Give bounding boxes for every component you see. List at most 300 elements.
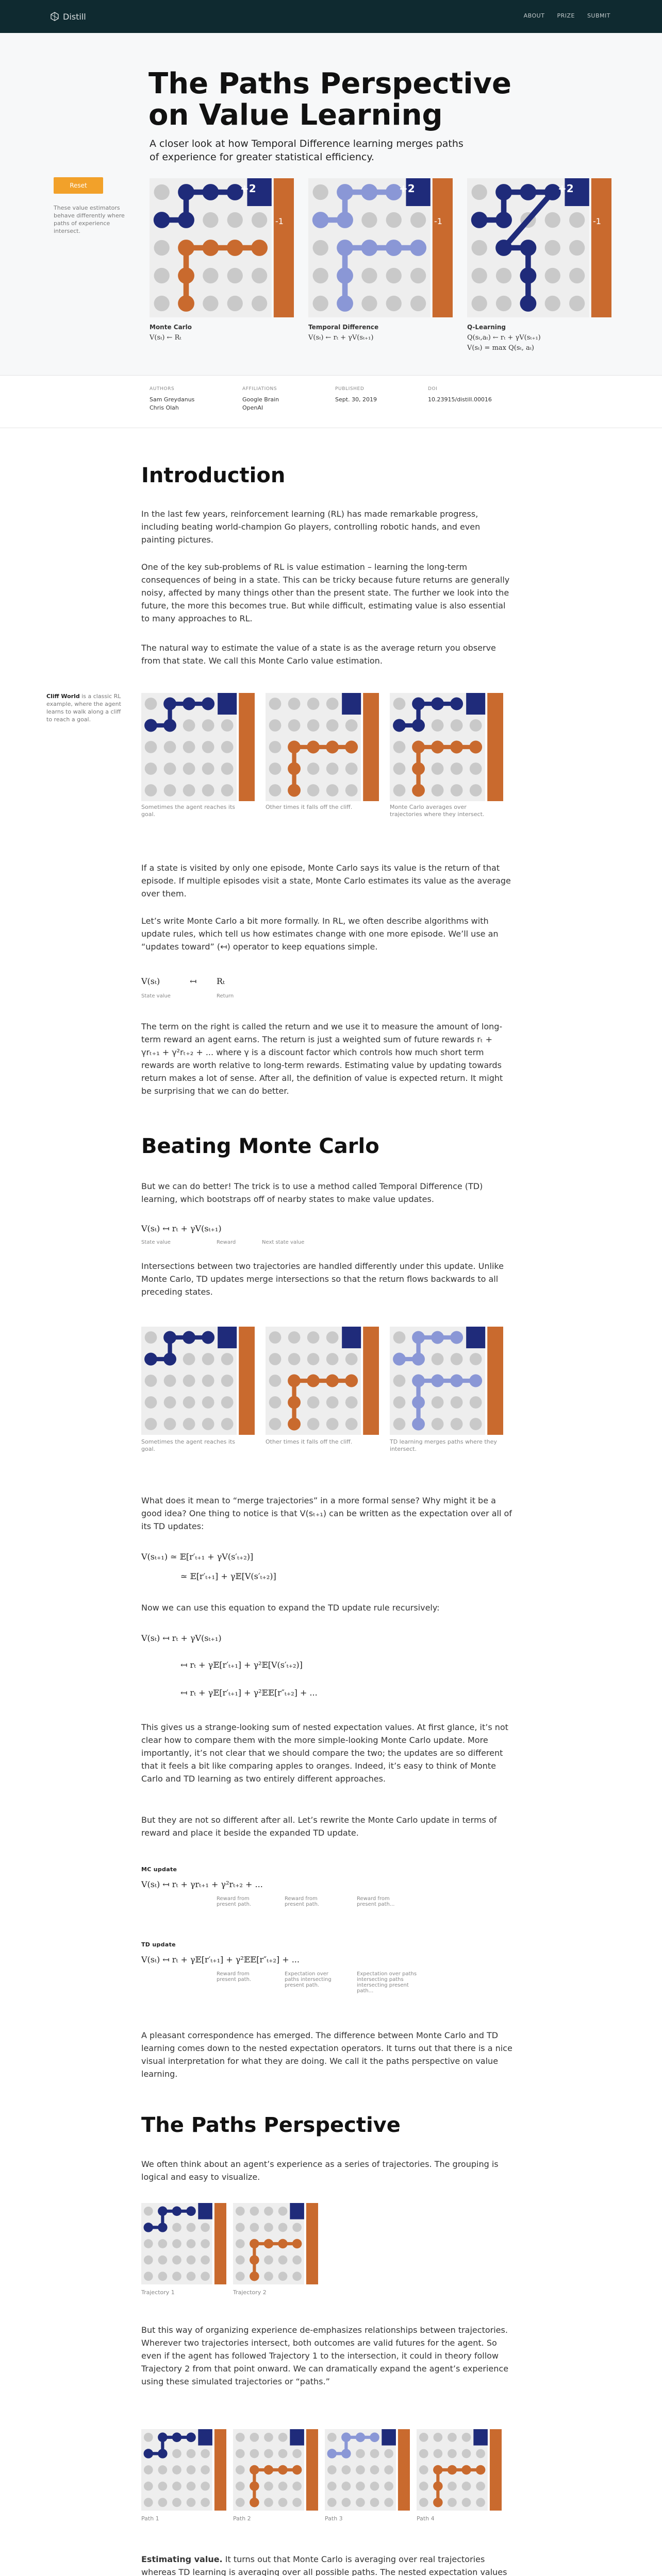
byline-doi (428, 386, 510, 404)
grid-state-dot (451, 784, 463, 796)
trajectory-state (178, 267, 194, 284)
grid-state-dot (370, 2498, 379, 2507)
grid-state-dot (393, 1375, 406, 1387)
grid-state-dot (201, 2498, 210, 2507)
grid-state-dot (145, 698, 157, 710)
grid-state-dot (419, 2498, 428, 2507)
trajectory-state (154, 212, 170, 228)
grid-state-dot (187, 2465, 196, 2475)
trajectory-state (251, 240, 268, 256)
trajectory-state (431, 1331, 444, 1344)
byline (150, 386, 521, 422)
fig2-caption-a: Sometimes the agent reaches its goal. (141, 1438, 235, 1452)
grid-state-dot (187, 2498, 196, 2507)
trajectory-state (250, 2498, 259, 2507)
cliff-column (214, 2429, 226, 2511)
para-paths-1: We often think about an agent’s experience as a series of trajectories. The grouping is logical and easy to visualize. (141, 2159, 499, 2182)
affiliation-2[interactable]: OpenAI (242, 404, 263, 411)
grid-state-dot (470, 1353, 482, 1365)
trajectory-state (292, 2239, 302, 2249)
grid-state-dot (154, 268, 170, 283)
grid-state-dot (269, 762, 282, 775)
fig1-grid-average[interactable] (390, 693, 503, 801)
grid-state-dot (278, 2207, 288, 2216)
fig1-caption-b: Other times it falls off the cliff. (266, 804, 353, 810)
trajectory-state (250, 2239, 259, 2249)
doi-value[interactable]: 10.23915/distill.00016 (428, 396, 492, 403)
cliff-world-title: Cliff World (46, 693, 80, 700)
trajectory-state (250, 2481, 259, 2491)
hero-penalty-td: -1 (434, 216, 442, 226)
trajectory-state (410, 240, 426, 256)
grid-state-dot (384, 2465, 393, 2475)
trajectory-state (202, 184, 219, 200)
grid-state-dot (202, 1396, 214, 1409)
grid-state-dot (327, 2433, 337, 2442)
grid-state-dot (345, 784, 358, 796)
grid-state-dot (221, 1375, 234, 1387)
grid-state-dot (292, 2272, 302, 2281)
grid-state-dot (356, 2449, 365, 2459)
grid-state-dot (419, 2433, 428, 2442)
grid-state-dot (269, 1331, 282, 1344)
cliff-world-note: is a classic RL example, where the agent learns to walk along a cliff to reach a goal. (46, 693, 121, 723)
fig1-caption-a: Sometimes the agent reaches its goal. (141, 804, 235, 818)
fig2-grid-success[interactable] (141, 1327, 255, 1435)
expectation-eq-2: ≃ 𝔼[r′ₜ₊₁] + γ𝔼[V(s′ₜ₊₂)] (180, 1571, 276, 1581)
grid-state-dot (384, 2449, 393, 2459)
grid-state-dot (202, 1353, 214, 1365)
fig4-path-1[interactable] (141, 2429, 226, 2511)
trajectory-state (178, 295, 194, 312)
fig3-caption-b: Trajectory 2 (233, 2289, 267, 2296)
mc-update-label-1: Reward from present path. (217, 1896, 252, 1907)
fig4-caption-a: Path 1 (141, 2515, 159, 2522)
grid-state-dot (236, 2223, 245, 2232)
trajectory-state (412, 1353, 425, 1366)
grid-state-dot (158, 2256, 168, 2265)
fig2-grid-merge[interactable] (390, 1327, 503, 1435)
grid-state-dot (201, 2449, 210, 2459)
hero-grid-td[interactable] (308, 178, 453, 317)
trajectory-state (186, 2207, 196, 2216)
published-date: Sept. 30, 2019 (335, 396, 377, 403)
trajectory-state (178, 240, 194, 256)
trajectory-state (393, 1353, 406, 1366)
trajectory-state (163, 1353, 176, 1366)
goal-cell (290, 2429, 304, 2446)
goal-cell (218, 693, 237, 715)
grid-state-dot (292, 2256, 302, 2265)
grid-state-dot (154, 296, 170, 311)
grid-state-dot (419, 2482, 428, 2491)
grid-state-dot (393, 1331, 406, 1344)
grid-state-dot (269, 1353, 282, 1365)
trajectory-state (431, 1375, 444, 1387)
grid-state-dot (313, 268, 328, 283)
nav-link-prize[interactable]: PRIZE (557, 12, 575, 19)
grid-state-dot (201, 2465, 210, 2475)
grid-state-dot (326, 762, 339, 775)
grid-state-dot (307, 762, 320, 775)
para-intro-6: The term on the right is called the return and we use it to measure the amount of long-term reward an agent earns. The return is just a weighted sum of future rewards rₜ + γrₜ₊₁ + γ²rₜ₊₂ + ... where γ is a discount factor which controls how much short term rewards are worth relative to long-term rewards. Estimating value by updating towards return makes a lot of sense. After all, the definition of value is expected return. It might be surprising that we can do better. (141, 1022, 503, 1096)
hero-label-td: Temporal Difference (308, 324, 379, 331)
grid-state-dot (202, 762, 214, 775)
grid-state-dot (448, 2433, 457, 2442)
hero-eq-monte-carlo: V(sₜ) ← Rₜ (150, 334, 181, 342)
grid-state-dot (221, 741, 234, 753)
grid-state-dot (434, 2449, 443, 2459)
grid-state-dot (264, 2433, 273, 2442)
hero-reward-mc: +2 (240, 182, 256, 195)
trajectory-state (450, 741, 463, 754)
grid-state-dot (462, 2433, 471, 2442)
para-td-5: This gives us a strange-looking sum of nested expectation values. At first glance, it’s not clear how to compare them with the more simple-looking Monte Carlo update. More importantly, it’s not clear that we should compare the two; the updates are so different that it feels a bit like comparing apples to oranges. Indeed, it’s easy to think of Monte Carlo and TD learning as two entirely different approaches. (141, 1722, 508, 1784)
grid-state-dot (144, 2207, 153, 2216)
grid-state-dot (221, 762, 234, 775)
trajectory-state (250, 2272, 259, 2281)
hero-penalty-q: -1 (593, 216, 601, 226)
grid-state-dot (269, 784, 282, 796)
cliff-column (274, 178, 294, 317)
grid-state-dot (145, 1396, 157, 1409)
grid-state-dot (432, 1418, 444, 1430)
trajectory-state (292, 2465, 302, 2475)
fig1-grid-fail[interactable] (266, 693, 379, 801)
para-td-2: Intersections between two trajectories are handled differently under this update. Unlike Monte Carlo, TD updates merge intersections so that the return flows backwards to all preceding states. (141, 1261, 504, 1297)
grid-state-dot (202, 1418, 214, 1430)
grid-state-dot (393, 741, 406, 753)
td-update-head: TD update (141, 1941, 176, 1948)
grid-state-dot (307, 784, 320, 796)
trajectory-state (172, 2433, 182, 2443)
grid-state-dot (278, 2449, 288, 2459)
grid-state-dot (345, 719, 358, 732)
grid-state-dot (164, 1375, 176, 1387)
fig1-grid-success[interactable] (141, 693, 255, 801)
grid-state-dot (361, 212, 377, 228)
cliff-column (591, 178, 611, 317)
estimating-value-lead: Estimating value. (141, 2554, 223, 2564)
grid-state-dot (342, 2482, 351, 2491)
grid-state-dot (203, 212, 218, 228)
trajectory-state (341, 2449, 351, 2459)
para-intro-1: In the last few years, reinforcement learning (RL) has made remarkable progress, including beating world-champion Go players, controlling robotic hands, and even painting pictures. (141, 509, 481, 545)
grid-state-dot (496, 268, 511, 283)
mc-eq-label-state: State value (141, 993, 171, 999)
grid-state-dot (476, 2482, 485, 2491)
grid-state-dot (183, 741, 195, 753)
grid-state-dot (227, 296, 243, 311)
byline-affil-head: AFFILIATIONS (242, 386, 277, 392)
grid-state-dot (432, 784, 444, 796)
trajectory-state (178, 184, 194, 200)
fig3-trajectory-2[interactable] (233, 2203, 318, 2284)
grid-state-dot (307, 1418, 320, 1430)
cliff-column (214, 2203, 226, 2284)
trajectory-state (337, 184, 353, 200)
goal-cell (382, 2429, 396, 2446)
grid-state-dot (278, 2433, 288, 2442)
grid-state-dot (221, 1353, 234, 1365)
grid-state-dot (470, 719, 482, 732)
trajectory-state (178, 212, 194, 228)
grid-state-dot (278, 2272, 288, 2281)
trajectory-state (183, 698, 195, 710)
nav-link-about[interactable]: ABOUT (523, 12, 545, 19)
grid-state-dot (144, 2498, 153, 2507)
mc-update-head: MC update (141, 1866, 177, 1873)
grid-state-dot (393, 1396, 406, 1409)
grid-state-dot (393, 784, 406, 796)
hero-reward-q: +2 (558, 182, 574, 195)
grid-state-dot (264, 2498, 273, 2507)
grid-state-dot (201, 2256, 210, 2265)
byline-authors-head: AUTHORS (150, 386, 175, 392)
byline-affiliations (242, 386, 325, 412)
grid-state-dot (144, 2433, 153, 2442)
trajectory-state (450, 698, 463, 710)
trajectory-state (448, 2465, 457, 2475)
trajectory-state (264, 2239, 274, 2249)
grid-state-dot (345, 1353, 358, 1365)
trajectory-state (144, 2223, 154, 2232)
nav-links (524, 12, 610, 19)
grid-state-dot (202, 1375, 214, 1387)
brand-name: Distill (63, 11, 86, 22)
grid-state-dot (327, 2498, 337, 2507)
grid-state-dot (158, 2482, 168, 2491)
grid-state-dot (496, 296, 511, 311)
grid-state-dot (288, 719, 301, 732)
grid-state-dot (236, 2433, 245, 2442)
trajectory-state (144, 2449, 154, 2459)
grid-state-dot (236, 2498, 245, 2507)
affiliation-1[interactable]: Google Brain (242, 396, 279, 403)
grid-state-dot (326, 1396, 339, 1409)
grid-state-dot (569, 240, 585, 256)
td-update-label-3: Expectation over paths intersecting paths intersecting present path... (357, 1971, 417, 1994)
trajectory-state (264, 2465, 274, 2475)
fig4-path-3[interactable] (325, 2429, 410, 2511)
grid-state-dot (252, 212, 267, 228)
td-update-label-2: Expectation over paths intersecting present path. (285, 1971, 332, 1988)
trajectory-state (326, 741, 339, 754)
estimating-value-body: It turns out that Monte Carlo is averaging over real trajectories whereas TD learning is averaging over all possible paths. The nested expectation values (141, 2554, 507, 2576)
grid-state-dot (307, 698, 320, 710)
fig2-caption-b: Other times it falls off the cliff. (266, 1438, 353, 1445)
grid-state-dot (470, 784, 482, 796)
grid-state-dot (201, 2482, 210, 2491)
page-title: The Paths Perspective on Value Learning (148, 67, 512, 132)
grid-state-dot (183, 784, 195, 796)
trajectory-state (337, 295, 353, 312)
para-td-3: What does it mean to “merge trajectories” in a more formal sense? Why might it be a good idea? One thing to notice is that V(sₜ₊₁) can be written as the expectation over all of its TD updates: (141, 1496, 512, 1531)
trajectory-state (345, 741, 358, 754)
grid-state-dot (432, 1353, 444, 1365)
grid-state-dot (221, 1396, 234, 1409)
cliff-column (490, 2429, 502, 2511)
grid-state-dot (326, 1331, 339, 1344)
trajectory-state (431, 698, 444, 710)
grid-state-dot (172, 2223, 181, 2232)
grid-state-dot (326, 1418, 339, 1430)
para-td-7: A pleasant correspondence has emerged. The difference between Monte Carlo and TD learning comes down to the nested expectation operators. It turns out that there is a nice visual interpretation for what they are doing. We call it the paths perspective on value learning. (141, 2030, 512, 2079)
grid-state-dot (307, 1353, 320, 1365)
grid-state-dot (472, 184, 487, 200)
page-subtitle: A closer look at how Temporal Difference learning merges paths of experience for greater statistical efficiency. (150, 138, 464, 163)
trajectory-state (495, 240, 512, 256)
trajectory-state (307, 741, 320, 754)
trajectory-state (520, 295, 536, 312)
grid-state-dot (384, 2482, 393, 2491)
grid-state-dot (145, 1375, 157, 1387)
grid-state-dot (183, 719, 195, 732)
grid-state-dot (187, 2256, 196, 2265)
grid-state-dot (313, 296, 328, 311)
grid-state-dot (545, 212, 560, 228)
grid-state-dot (569, 212, 585, 228)
grid-state-dot (158, 2498, 168, 2507)
para-paths-2: But this way of organizing experience de-emphasizes relationships between trajectories. Wherever two trajectories intersect, both outcomes are valid futures for the agent. So even if the agent has followed Trajectory 1 to the intersection, it could in theory follow Trajectory 2 from that point onward. We can dramatically expand the agent’s experience using these simulated trajectories or “paths.” (141, 2325, 509, 2386)
trajectory-state (312, 212, 329, 228)
brand[interactable] (51, 11, 86, 22)
grid-state-dot (472, 268, 487, 283)
mc-eq-arrow: ↤ (190, 976, 197, 986)
trajectory-state (144, 1353, 157, 1366)
grid-state-dot (342, 2498, 351, 2507)
nav-link-submit[interactable]: SUBMIT (587, 12, 610, 19)
mc-update-label-2: Reward from present path. (285, 1896, 320, 1907)
grid-state-dot (370, 2482, 379, 2491)
grid-state-dot (462, 2498, 471, 2507)
grid-state-dot (451, 719, 463, 732)
grid-state-dot (264, 2449, 273, 2459)
grid-state-dot (307, 719, 320, 732)
grid-state-dot (187, 2272, 196, 2281)
grid-state-dot (269, 1396, 282, 1409)
goal-cell (473, 2429, 488, 2446)
hero-caption: These value estimators behave differently where paths of experience intersect. (54, 205, 125, 234)
trajectory-state (412, 719, 425, 732)
trajectory-state (288, 762, 301, 775)
grid-state-dot (278, 2223, 288, 2232)
trajectory-state (307, 1375, 320, 1387)
trajectory-state (450, 1331, 463, 1344)
grid-state-dot (326, 1353, 339, 1365)
cliff-column (363, 1327, 379, 1435)
grid-state-dot (545, 296, 560, 311)
fig4-path-4[interactable] (417, 2429, 502, 2511)
grid-state-dot (250, 2207, 259, 2216)
grid-state-dot (144, 2239, 153, 2248)
grid-state-dot (164, 1396, 176, 1409)
reset-button[interactable]: Reset (54, 177, 103, 194)
author-1[interactable]: Sam Greydanus (150, 396, 195, 403)
grid-state-dot (470, 1418, 482, 1430)
grid-state-dot (187, 2482, 196, 2491)
grid-state-dot (145, 762, 157, 775)
grid-state-dot (221, 1418, 234, 1430)
grid-state-dot (236, 2465, 245, 2475)
grid-state-dot (227, 268, 243, 283)
cliff-column (487, 693, 503, 801)
distill-logo-icon (51, 12, 59, 21)
goal-cell (466, 693, 485, 715)
fig4-path-2[interactable] (233, 2429, 318, 2511)
author-2[interactable]: Chris Olah (150, 404, 179, 411)
grid-state-dot (326, 698, 339, 710)
trajectory-state (186, 2433, 196, 2443)
trajectory-state (520, 184, 536, 200)
trajectory-state (345, 1375, 358, 1387)
grid-state-dot (434, 2433, 443, 2442)
hero-eq-q: Q(sₜ,aₜ) ← rₜ + γV(sₜ₊₁) (467, 334, 541, 342)
grid-state-dot (201, 2223, 210, 2232)
grid-state-dot (386, 268, 402, 283)
hero-grid-monte-carlo[interactable] (150, 178, 294, 317)
trajectory-state (461, 2465, 471, 2475)
grid-state-dot (292, 2449, 302, 2459)
grid-state-dot (545, 240, 560, 256)
grid-state-dot (202, 784, 214, 796)
grid-state-dot (307, 1396, 320, 1409)
grid-state-dot (252, 296, 267, 311)
trajectory-state (288, 1418, 301, 1431)
trajectory-state (158, 2433, 168, 2443)
cliff-column (398, 2429, 410, 2511)
fig4-caption-d: Path 4 (417, 2515, 435, 2522)
grid-state-dot (432, 762, 444, 775)
fig2-grid-fail[interactable] (266, 1327, 379, 1435)
fig1-caption-c: Monte Carlo averages over trajectories where they intersect. (390, 804, 485, 818)
trajectory-state (337, 212, 353, 228)
grid-state-dot (164, 741, 176, 753)
grid-state-dot (345, 1396, 358, 1409)
trajectory-state (412, 1396, 425, 1409)
grid-state-dot (432, 719, 444, 732)
grid-state-dot (172, 2256, 181, 2265)
grid-state-dot (472, 240, 487, 256)
grid-state-dot (145, 741, 157, 753)
grid-state-dot (269, 1375, 282, 1387)
grid-state-dot (356, 2498, 365, 2507)
grid-state-dot (187, 2449, 196, 2459)
fig3-trajectory-1[interactable] (141, 2203, 226, 2284)
grid-state-dot (202, 741, 214, 753)
td-eq-label-next: Next state value (262, 1240, 305, 1245)
hero-eq2-q: V(sₜ) = max Q(sₜ, aₜ) (467, 344, 535, 352)
hero-grid-q[interactable] (467, 178, 611, 317)
grid-state-dot (183, 1418, 195, 1430)
trajectory-state (278, 2239, 288, 2249)
grid-state-dot (326, 784, 339, 796)
grid-state-dot (393, 698, 406, 710)
trajectory-state (227, 240, 243, 256)
grid-state-dot (236, 2272, 245, 2281)
trajectory-state (370, 2433, 379, 2443)
grid-state-dot (307, 1331, 320, 1344)
grid-state-dot (451, 1353, 463, 1365)
trajectory-state (433, 2498, 443, 2507)
trajectory-state (356, 2433, 366, 2443)
grid-state-dot (269, 1418, 282, 1430)
byline-published (335, 386, 418, 404)
expectation-eq-1: V(sₜ₊₁) ≃ 𝔼[r′ₜ₊₁ + γV(s′ₜ₊₂)] (141, 1552, 254, 1562)
grid-state-dot (292, 2223, 302, 2232)
mc-eq-label-return: Return (217, 993, 234, 999)
byline-authors (150, 386, 232, 412)
